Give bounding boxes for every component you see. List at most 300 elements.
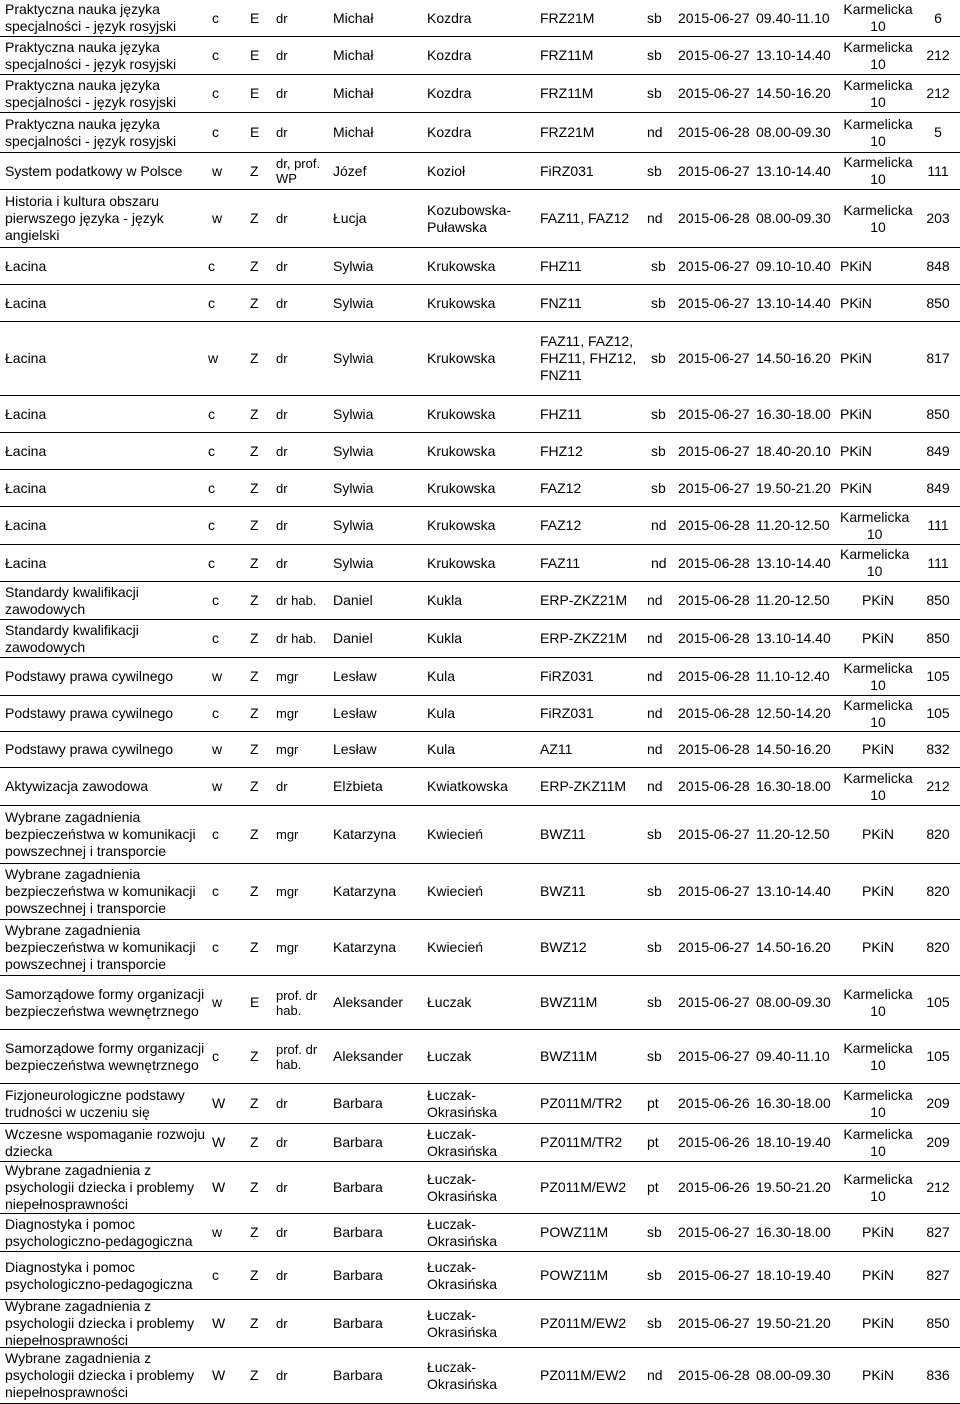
day-cell: sb [647, 826, 662, 842]
table-row [0, 1348, 960, 1404]
class-type-cell: w [212, 994, 223, 1010]
group-cell: FHZ12 [540, 442, 583, 459]
group-cell: FNZ11 [540, 294, 582, 311]
assessment-form-cell: Z [250, 1367, 259, 1383]
time-cell: 19.50-21.20 [756, 1315, 831, 1331]
day-cell: sb [647, 883, 662, 899]
first-name-cell: Michał [333, 124, 374, 140]
day-cell: nd [647, 124, 663, 140]
last-name-cell: Łuczak- Okrasińska [427, 1170, 498, 1204]
date-cell: 2015-06-27 [678, 405, 750, 422]
class-type-cell: c [212, 705, 219, 721]
group-cell: FHZ11 [540, 405, 582, 422]
day-cell: sb [651, 350, 666, 366]
subject-cell: Praktyczna nauka języka specjalności - język rosyjski [5, 38, 177, 72]
last-name-cell: Kwiecień [427, 883, 484, 899]
assessment-form-cell: Z [250, 405, 259, 422]
first-name-cell: Daniel [333, 630, 373, 646]
assessment-form-cell: Z [250, 705, 259, 721]
assessment-form-cell: Z [250, 294, 259, 311]
last-name-cell: Kula [427, 741, 456, 757]
academic-title-cell: mgr [276, 742, 299, 757]
time-cell: 08.00-09.30 [756, 994, 831, 1010]
class-type-cell: c [212, 592, 219, 608]
last-name-cell: Kukla [427, 630, 463, 646]
class-type-cell: c [212, 883, 219, 899]
table-row [0, 976, 960, 1030]
date-cell: 2015-06-27 [678, 85, 750, 101]
last-name-cell: Kozubowska- Puławska [427, 201, 512, 235]
table-row [0, 1300, 960, 1348]
subject-cell: Podstawy prawa cywilnego [5, 668, 174, 684]
first-name-cell: Daniel [333, 592, 373, 608]
time-cell: 18.10-19.40 [756, 1267, 831, 1283]
day-cell: nd [647, 592, 663, 608]
day-cell: sb [647, 1048, 662, 1064]
table-row [0, 582, 960, 620]
assessment-form-cell: Z [250, 883, 259, 899]
class-type-cell: W [212, 1315, 226, 1331]
subject-cell: Łacina [5, 350, 47, 366]
assessment-form-cell: Z [250, 1048, 259, 1064]
time-cell: 13.10-14.40 [756, 554, 831, 571]
subject-cell: Diagnostyka i pomoc psychologiczno-pedagogiczna [5, 1215, 193, 1249]
first-name-cell: Sylwia [333, 442, 374, 459]
last-name-cell: Krukowska [427, 294, 496, 311]
table-row [0, 920, 960, 976]
subject-cell: Standardy kwalifikacji zawodowych [5, 621, 139, 655]
location-cell: Karmelicka 10 [843, 769, 913, 803]
assessment-form-cell: Z [250, 939, 259, 955]
time-cell: 09.10-10.40 [756, 257, 831, 274]
subject-cell: Diagnostyka i pomoc psychologiczno-pedagogiczna [5, 1258, 193, 1292]
class-type-cell: w [212, 778, 223, 794]
last-name-cell: Łuczak- Okrasińska [427, 1215, 498, 1249]
first-name-cell: Barbara [333, 1224, 383, 1240]
group-cell: FRZ21M [540, 124, 595, 140]
subject-cell: Łacina [5, 294, 47, 311]
room-cell: 850 [926, 592, 950, 608]
room-cell: 832 [926, 741, 950, 757]
first-name-cell: Łucja [333, 210, 367, 226]
day-cell: nd [651, 554, 667, 571]
first-name-cell: Katarzyna [333, 939, 397, 955]
date-cell: 2015-06-27 [678, 1267, 750, 1283]
group-cell: FRZ21M [540, 9, 595, 26]
group-cell: FAZ11, FAZ12, FHZ11, FHZ12, FNZ11 [540, 333, 637, 383]
academic-title-cell: dr [276, 443, 288, 459]
class-type-cell: W [212, 1134, 226, 1150]
academic-title-cell: mgr [276, 706, 299, 721]
academic-title-cell: dr [276, 518, 288, 533]
academic-title-cell: dr [276, 480, 288, 496]
room-cell: 203 [926, 210, 950, 226]
subject-cell: System podatkowy w Polsce [5, 162, 183, 179]
assessment-form-cell: Z [250, 630, 259, 646]
group-cell: FRZ11M [540, 47, 594, 63]
table-row [0, 1252, 960, 1300]
location-cell: PKiN [862, 1267, 894, 1283]
time-cell: 14.50-16.20 [756, 350, 831, 366]
academic-title-cell: prof. dr hab. [276, 1041, 318, 1072]
room-cell: 836 [926, 1367, 950, 1383]
date-cell: 2015-06-27 [678, 479, 750, 496]
assessment-form-cell: Z [250, 162, 259, 179]
first-name-cell: Aleksander [333, 994, 404, 1010]
location-cell: Karmelicka 10 [843, 115, 913, 149]
day-cell: sb [647, 1224, 662, 1240]
academic-title-cell: dr [276, 295, 288, 311]
academic-title-cell: mgr [276, 940, 299, 955]
day-cell: nd [647, 1367, 663, 1383]
first-name-cell: Józef [333, 162, 367, 179]
room-cell: 212 [926, 47, 950, 63]
academic-title-cell: mgr [276, 669, 299, 684]
table-row [0, 1030, 960, 1084]
date-cell: 2015-06-28 [678, 668, 750, 684]
first-name-cell: Elżbieta [333, 778, 383, 794]
last-name-cell: Krukowska [427, 442, 496, 459]
academic-title-cell: dr [276, 48, 288, 63]
assessment-form-cell: E [250, 994, 260, 1010]
academic-title-cell: dr [276, 779, 288, 794]
location-cell: PKiN [840, 257, 872, 274]
location-cell: Karmelicka 10 [843, 1, 913, 34]
table-row [0, 470, 960, 507]
table-row [0, 658, 960, 696]
last-name-cell: Łuczak- Okrasińska [427, 1306, 498, 1340]
time-cell: 13.10-14.40 [756, 162, 831, 179]
group-cell: ERP-ZKZ21M [540, 592, 628, 608]
day-cell: sb [647, 162, 662, 179]
room-cell: 105 [926, 1048, 950, 1064]
group-cell: FAZ12 [540, 479, 582, 496]
room-cell: 105 [926, 994, 950, 1010]
room-cell: 820 [926, 883, 950, 899]
assessment-form-cell: Z [250, 741, 259, 757]
table-row [0, 768, 960, 806]
group-cell: BWZ11M [540, 994, 598, 1010]
time-cell: 09.40-11.10 [756, 1048, 830, 1064]
academic-title-cell: dr hab. [276, 593, 317, 608]
assessment-form-cell: Z [250, 442, 259, 459]
time-cell: 13.10-14.40 [756, 294, 831, 311]
date-cell: 2015-06-28 [678, 1367, 750, 1383]
first-name-cell: Barbara [333, 1367, 383, 1383]
subject-cell: Łacina [5, 554, 47, 571]
last-name-cell: Kozdra [427, 85, 472, 101]
subject-cell: Wybrane zagadnienia bezpieczeństwa w komunikacji powszechnej i transporcie [5, 866, 196, 916]
date-cell: 2015-06-27 [678, 294, 750, 311]
academic-title-cell: dr [276, 258, 288, 274]
first-name-cell: Sylwia [333, 517, 374, 533]
group-cell: AZ11 [540, 741, 573, 757]
location-cell: PKiN [840, 405, 872, 422]
day-cell: nd [647, 630, 663, 646]
last-name-cell: Łuczak [427, 1048, 472, 1064]
time-cell: 16.30-18.00 [756, 405, 831, 422]
assessment-form-cell: Z [250, 554, 259, 571]
group-cell: FAZ11 [540, 554, 581, 571]
table-row [0, 285, 960, 322]
last-name-cell: Krukowska [427, 405, 496, 422]
location-cell: Karmelicka 10 [843, 38, 913, 72]
subject-cell: Samorządowe formy organizacji bezpieczeństwa wewnętrznego [5, 1039, 205, 1073]
assessment-form-cell: Z [250, 1179, 259, 1195]
first-name-cell: Michał [333, 85, 374, 101]
room-cell: 848 [926, 257, 950, 274]
date-cell: 2015-06-27 [678, 442, 750, 459]
subject-cell: Wybrane zagadnienia z psychologii dziecka i problemy niepełnosprawności [5, 1298, 195, 1348]
class-type-cell: c [212, 1048, 219, 1064]
academic-title-cell: dr [276, 211, 288, 226]
table-row [0, 806, 960, 864]
room-cell: 212 [926, 1179, 950, 1195]
day-cell: sb [651, 257, 666, 274]
date-cell: 2015-06-27 [678, 1048, 750, 1064]
day-cell: nd [647, 668, 663, 684]
class-type-cell: w [212, 668, 223, 684]
date-cell: 2015-06-28 [678, 517, 750, 533]
assessment-form-cell: Z [250, 1267, 259, 1283]
class-type-cell: c [212, 826, 219, 842]
table-row [0, 864, 960, 920]
subject-cell: Łacina [5, 517, 47, 533]
group-cell: FRZ11M [540, 85, 594, 101]
class-type-cell: c [212, 939, 219, 955]
date-cell: 2015-06-28 [678, 778, 750, 794]
day-cell: sb [647, 85, 662, 101]
date-cell: 2015-06-26 [678, 1134, 750, 1150]
room-cell: 850 [926, 294, 950, 311]
time-cell: 11.20-12.50 [756, 517, 830, 533]
time-cell: 14.50-16.20 [756, 741, 831, 757]
time-cell: 08.00-09.30 [756, 1367, 831, 1383]
location-cell: Karmelicka 10 [840, 508, 910, 542]
academic-title-cell: dr [276, 406, 288, 422]
first-name-cell: Sylwia [333, 554, 374, 571]
subject-cell: Łacina [5, 479, 47, 496]
first-name-cell: Barbara [333, 1134, 383, 1150]
day-cell: sb [647, 47, 662, 63]
table-row [0, 153, 960, 190]
assessment-form-cell: E [250, 85, 260, 101]
last-name-cell: Kozdra [427, 9, 472, 26]
assessment-form-cell: Z [250, 1224, 259, 1240]
group-cell: FiRZ031 [540, 668, 594, 684]
group-cell: ERP-ZKZ21M [540, 630, 628, 646]
class-type-cell: c [208, 517, 215, 533]
location-cell: PKiN [862, 1315, 894, 1331]
last-name-cell: Kula [427, 705, 456, 721]
academic-title-cell: dr [276, 1180, 288, 1195]
location-cell: PKiN [862, 630, 894, 646]
subject-cell: Wybrane zagadnienia bezpieczeństwa w komunikacji powszechnej i transporcie [5, 922, 196, 972]
table-row [0, 732, 960, 768]
academic-title-cell: dr, prof. WP [276, 156, 321, 186]
last-name-cell: Łuczak- Okrasińska [427, 1086, 498, 1120]
date-cell: 2015-06-27 [678, 47, 750, 63]
academic-title-cell: prof. dr hab. [276, 987, 318, 1018]
first-name-cell: Lesław [333, 705, 377, 721]
assessment-form-cell: Z [250, 1095, 259, 1111]
day-cell: sb [651, 294, 666, 311]
date-cell: 2015-06-27 [678, 939, 750, 955]
date-cell: 2015-06-28 [678, 630, 750, 646]
location-cell: Karmelicka 10 [843, 1125, 913, 1159]
first-name-cell: Sylwia [333, 350, 374, 366]
date-cell: 2015-06-28 [678, 124, 750, 140]
day-cell: pt [647, 1179, 659, 1195]
assessment-form-cell: Z [250, 210, 259, 226]
location-cell: PKiN [862, 883, 894, 899]
academic-title-cell: dr [276, 10, 288, 26]
academic-title-cell: dr [276, 1316, 288, 1331]
group-cell: FAZ12 [540, 517, 582, 533]
location-cell: Karmelicka 10 [843, 1039, 913, 1073]
table-row [0, 322, 960, 396]
location-cell: Karmelicka 10 [843, 696, 913, 730]
day-cell: pt [647, 1134, 659, 1150]
group-cell: PZ011M/EW2 [540, 1315, 627, 1331]
academic-title-cell: mgr [276, 827, 299, 842]
time-cell: 13.10-14.40 [756, 630, 831, 646]
table-row [0, 1162, 960, 1214]
assessment-form-cell: E [250, 47, 260, 63]
group-cell: FiRZ031 [540, 162, 594, 179]
location-cell: PKiN [862, 741, 894, 757]
assessment-form-cell: Z [250, 517, 259, 533]
room-cell: 105 [926, 705, 950, 721]
subject-cell: Fizjoneurologiczne podstawy trudności w uczeniu się [5, 1086, 185, 1120]
subject-cell: Wybrane zagadnienia bezpieczeństwa w komunikacji powszechnej i transporcie [5, 809, 196, 859]
assessment-form-cell: Z [250, 592, 259, 608]
location-cell: PKiN [862, 939, 894, 955]
first-name-cell: Barbara [333, 1315, 383, 1331]
subject-cell: Praktyczna nauka języka specjalności - język rosyjski [5, 76, 177, 110]
class-type-cell: c [208, 405, 215, 422]
subject-cell: Łacina [5, 405, 47, 422]
subject-cell: Wczesne wspomaganie rozwoju dziecka [5, 1125, 205, 1159]
table-row [0, 248, 960, 285]
class-type-cell: c [212, 85, 219, 101]
time-cell: 11.20-12.50 [756, 592, 830, 608]
date-cell: 2015-06-27 [678, 994, 750, 1010]
class-type-cell: c [208, 294, 215, 311]
assessment-form-cell: E [250, 9, 260, 26]
location-cell: PKiN [840, 479, 872, 496]
group-cell: ERP-ZKZ11M [540, 778, 627, 794]
location-cell: Karmelicka 10 [843, 76, 913, 110]
assessment-form-cell: Z [250, 826, 259, 842]
day-cell: pt [647, 1095, 659, 1111]
class-type-cell: c [212, 47, 219, 63]
table-row [0, 75, 960, 113]
group-cell: FHZ11 [540, 257, 582, 274]
table-row [0, 620, 960, 658]
first-name-cell: Barbara [333, 1179, 383, 1195]
first-name-cell: Lesław [333, 668, 377, 684]
room-cell: 850 [926, 1315, 950, 1331]
class-type-cell: w [212, 741, 223, 757]
table-row [0, 545, 960, 582]
location-cell: Karmelicka 10 [843, 985, 913, 1019]
day-cell: sb [647, 994, 662, 1010]
date-cell: 2015-06-27 [678, 826, 750, 842]
assessment-form-cell: Z [250, 350, 259, 366]
time-cell: 18.40-20.10 [756, 442, 831, 459]
class-type-cell: W [212, 1367, 226, 1383]
academic-title-cell: dr hab. [276, 631, 317, 646]
last-name-cell: Krukowska [427, 257, 496, 274]
first-name-cell: Barbara [333, 1267, 383, 1283]
time-cell: 16.30-18.00 [756, 1224, 831, 1240]
location-cell: Karmelicka 10 [843, 659, 913, 693]
date-cell: 2015-06-27 [678, 1224, 750, 1240]
room-cell: 6 [934, 9, 942, 26]
assessment-form-cell: Z [250, 668, 259, 684]
day-cell: sb [651, 405, 666, 422]
day-cell: nd [647, 778, 663, 794]
table-row [0, 433, 960, 470]
date-cell: 2015-06-27 [678, 350, 750, 366]
location-cell: PKiN [840, 442, 872, 459]
last-name-cell: Kukla [427, 592, 463, 608]
class-type-cell: w [212, 162, 223, 179]
time-cell: 08.00-09.30 [756, 124, 831, 140]
class-type-cell: c [208, 257, 215, 274]
subject-cell: Podstawy prawa cywilnego [5, 741, 174, 757]
room-cell: 111 [927, 162, 949, 179]
subject-cell: Łacina [5, 442, 47, 459]
room-cell: 849 [926, 442, 950, 459]
last-name-cell: Kula [427, 668, 456, 684]
class-type-cell: c [208, 479, 215, 496]
date-cell: 2015-06-28 [678, 210, 750, 226]
academic-title-cell: dr [276, 351, 288, 366]
class-type-cell: c [212, 9, 219, 26]
room-cell: 827 [926, 1224, 950, 1240]
first-name-cell: Sylwia [333, 405, 374, 422]
room-cell: 111 [927, 554, 949, 571]
first-name-cell: Michał [333, 9, 374, 26]
time-cell: 12.50-14.20 [756, 705, 831, 721]
last-name-cell: Kozioł [427, 162, 466, 179]
assessment-form-cell: Z [250, 778, 259, 794]
room-cell: 212 [926, 778, 950, 794]
academic-title-cell: dr [276, 1268, 288, 1283]
last-name-cell: Krukowska [427, 554, 496, 571]
first-name-cell: Michał [333, 47, 374, 63]
date-cell: 2015-06-28 [678, 592, 750, 608]
class-type-cell: c [212, 1267, 219, 1283]
last-name-cell: Kwiecień [427, 826, 484, 842]
class-type-cell: w [212, 1224, 223, 1240]
academic-title-cell: dr [276, 125, 288, 140]
subject-cell: Samorządowe formy organizacji bezpieczeństwa wewnętrznego [5, 985, 205, 1019]
last-name-cell: Krukowska [427, 350, 496, 366]
assessment-form-cell: E [250, 124, 260, 140]
first-name-cell: Katarzyna [333, 826, 397, 842]
date-cell: 2015-06-27 [678, 257, 750, 274]
room-cell: 209 [926, 1134, 950, 1150]
location-cell: PKiN [840, 294, 872, 311]
time-cell: 14.50-16.20 [756, 939, 831, 955]
room-cell: 111 [927, 517, 949, 533]
class-type-cell: W [212, 1179, 226, 1195]
last-name-cell: Kozdra [427, 47, 472, 63]
subject-cell: Wybrane zagadnienia z psychologii dziecka i problemy niepełnosprawności [5, 1350, 195, 1400]
